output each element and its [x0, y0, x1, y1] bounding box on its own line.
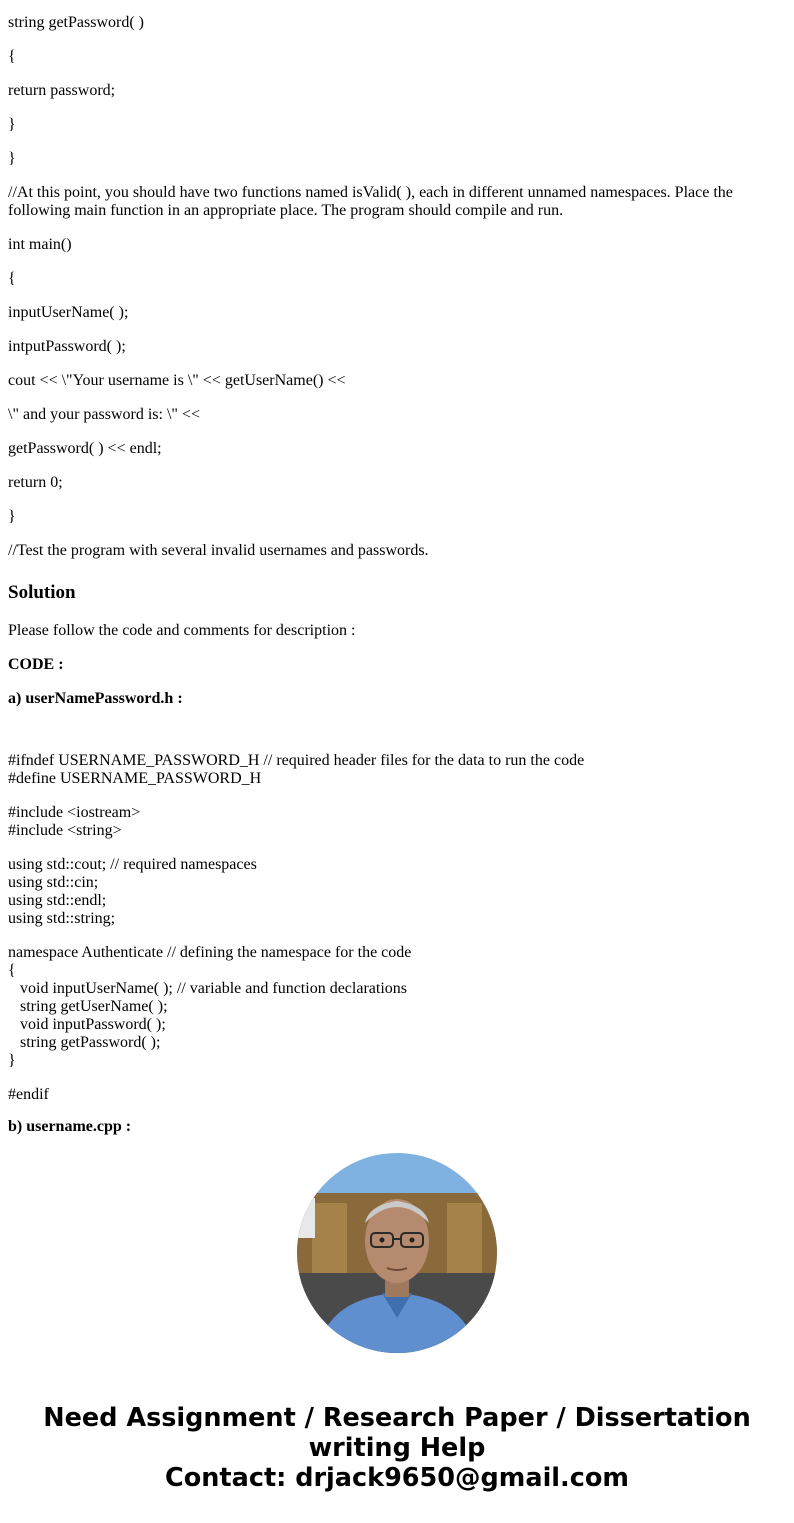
file-a-label: a) userNamePassword.h : [8, 690, 183, 707]
code-line: getPassword( ) << endl; [8, 440, 162, 457]
file-b-label: b) username.cpp : [8, 1118, 132, 1135]
advert-line-1: Need Assignment / Research Paper / Dissertation [43, 1403, 751, 1433]
code-line: { [8, 270, 16, 287]
advert-line-2: writing Help [308, 1433, 486, 1463]
solution-intro: Please follow the code and comments for description : [8, 622, 356, 639]
author-photo [297, 1153, 497, 1353]
code-line: string getPassword( ) [8, 14, 144, 31]
include-block: #include <iostream> #include <string> [8, 804, 141, 839]
advertisement-banner [0, 1403, 794, 1493]
code-line: intputPassword( ); [8, 338, 126, 355]
code-line: return 0; [8, 474, 63, 491]
code-line: cout << \"Your username is \" << getUserName() << [8, 372, 346, 389]
code-line: int main() [8, 236, 72, 253]
advert-contact: Contact: drjack9650@gmail.com [165, 1463, 629, 1493]
code-line: } [8, 150, 16, 167]
solution-heading: Solution [8, 582, 76, 603]
code-line: { [8, 48, 16, 65]
test-comment: //Test the program with several invalid usernames and passwords. [8, 542, 429, 559]
code-line: } [8, 508, 16, 525]
using-block: using std::cout; // required namespaces using std::cin; using std::endl; using std::string; [8, 856, 257, 927]
portrait-image [297, 1153, 497, 1353]
instruction-comment: //At this point, you should have two functions named isValid( ), each in different unnamed namespaces. Place the following main function in an appropriate place. The program should compile and run. [8, 184, 737, 219]
endif-line: #endif [8, 1086, 49, 1103]
header-guard-block: #ifndef USERNAME_PASSWORD_H // required header files for the data to run the code #define USERNAME_PASSWORD_H [8, 752, 585, 787]
code-line: } [8, 116, 16, 133]
code-line: return password; [8, 82, 116, 99]
code-line: inputUserName( ); [8, 304, 129, 321]
document-body [8, 0, 786, 1135]
namespace-block: namespace Authenticate // defining the namespace for the code { void inputUserName( ); // variable and function declarations string getUserName( ); void inputPassword( ); string getPassword( ); } [8, 944, 412, 1069]
code-label: CODE : [8, 656, 64, 673]
code-line: \" and your password is: \" << [8, 406, 200, 423]
